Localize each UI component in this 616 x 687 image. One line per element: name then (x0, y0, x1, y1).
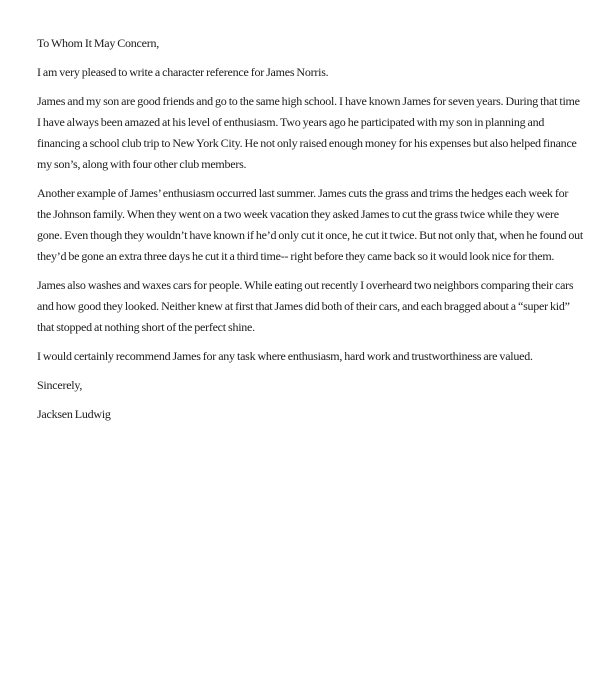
body-paragraph-car-washing: James also washes and waxes cars for people. While eating out recently I overheard two neighbors comparing their cars and how good they looked. Neither knew at first that James did both of their cars, and each bragged about a “super kid” that stopped at nothing short of the perfect shine. (37, 278, 574, 334)
salutation: To Whom It May Concern, (37, 36, 159, 50)
signature: Jacksen Ludwig (37, 407, 111, 421)
body-paragraph-school-trip: James and my son are good friends and go to the same high school. I have known James for seven years. During that time I have always been amazed at his level of enthusiasm. Two years ago he participated with my son in planning and financing a school club trip to New York City. He not only raised enough money for his expenses but also helped finance my son’s, along with four other club members. (37, 94, 580, 171)
closing: Sincerely, (37, 378, 83, 392)
body-paragraph-lawn-care: Another example of James’ enthusiasm occurred last summer. James cuts the grass and trims the hedges each week for the Johnson family. When they went on a two week vacation they asked James to cut the grass twice while they were gone. Even though they wouldn’t have known if he’d only cut it once, he cut it twice. But not only that, when he found out they’d be gone an extra three days he cut it a third time-- right before they came back so it would look nice for them. (37, 186, 583, 263)
letter-content (37, 33, 583, 433)
body-paragraph-intro: I am very pleased to write a character reference for James Norris. (37, 65, 329, 79)
body-paragraph-recommendation: I would certainly recommend James for any task where enthusiasm, hard work and trustworthiness are valued. (37, 349, 533, 363)
